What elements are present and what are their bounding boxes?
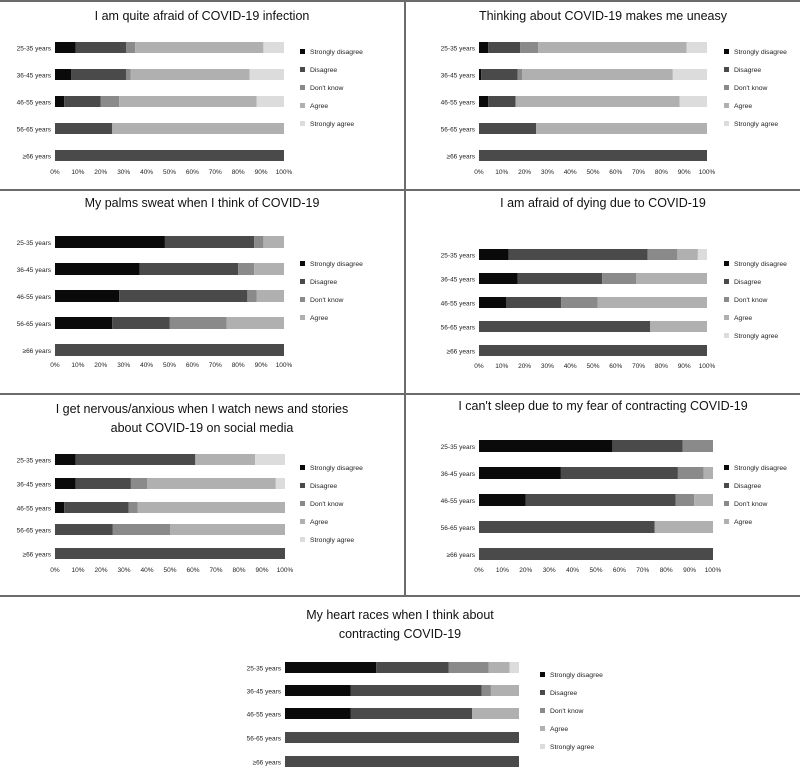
x-tick-label: 20% [518,363,532,370]
bar-disagree-66-years [55,150,284,161]
bar-disagree-36-45-years [351,685,482,696]
legend-swatch-don-t-know [540,708,545,713]
bar-strongly-disagree-46-55-years [479,494,526,506]
bar-agree-56-65-years [227,317,284,329]
bar-agree-46-55-years [694,494,713,506]
bar-strongly-disagree-36-45-years [479,467,561,479]
chart-title: I get nervous/anxious when I watch news and stories [55,402,349,416]
chart-5 [0,395,404,595]
x-tick-label: 90% [677,169,691,176]
bar-disagree-46-55-years [64,502,128,513]
legend-swatch-strongly-disagree [724,261,729,266]
bar-disagree-56-65-years [479,123,536,134]
x-tick-label: 0% [50,362,60,369]
bar-don-t-know-56-65-years [113,524,171,535]
legend-label: Agree [310,315,329,322]
bar-strongly-agree-36-45-years [276,478,285,489]
x-tick-label: 100% [276,567,294,574]
x-tick-label: 10% [71,169,85,176]
bar-disagree-25-35-years [76,42,126,53]
bar-agree-25-35-years [489,662,510,673]
x-tick-label: 60% [185,169,199,176]
bar-strongly-disagree-46-55-years [285,708,351,719]
category-label: 56-65 years [16,321,51,328]
category-label: 25-35 years [440,444,475,451]
category-label: 36-45 years [16,72,51,80]
bar-strongly-agree-36-45-years [250,69,284,80]
legend-label: Disagree [734,67,762,74]
bar-disagree-25-35-years [509,249,648,260]
x-tick-label: 10% [71,567,85,574]
legend-label: Don't know [310,85,344,92]
bar-strongly-disagree-36-45-years [55,478,76,489]
bar-agree-25-35-years [677,249,698,260]
category-label: 46-55 years [16,505,51,513]
legend-swatch-disagree [540,690,545,695]
bar-agree-46-55-years [515,96,679,107]
legend-swatch-agree [300,103,305,108]
x-tick-label: 40% [563,169,577,176]
x-tick-label: 60% [186,567,200,574]
bar-disagree-46-55-years [351,708,473,719]
bar-disagree-46-55-years [119,290,247,302]
legend-swatch-don-t-know [724,501,729,506]
bar-strongly-agree-46-55-years [257,96,284,107]
bar-agree-36-45-years [254,263,284,275]
chart-title: Thinking about COVID-19 makes me uneasy [478,9,728,23]
legend-label: Don't know [310,501,344,508]
legend-swatch-strongly-agree [540,744,545,749]
legend-swatch-disagree [724,67,729,72]
bar-strongly-agree-46-55-years [680,96,707,107]
legend-swatch-strongly-agree [300,121,305,126]
x-tick-label: 30% [117,567,131,574]
category-label: 36-45 years [246,688,281,696]
bar-don-t-know-46-55-years [247,290,256,302]
x-tick-label: 60% [609,363,623,370]
x-tick-label: 0% [474,169,484,176]
category-label: 56-65 years [16,126,51,134]
chart-title: My heart races when I think about [306,608,494,622]
legend-label: Don't know [734,501,768,508]
category-label: 46-55 years [440,300,475,308]
bar-strongly-disagree-25-35-years [479,249,509,260]
bar-agree-46-55-years [119,96,256,107]
legend-swatch-disagree [724,483,729,488]
legend-label: Strongly agree [550,744,595,751]
bar-disagree-56-65-years [55,123,112,134]
x-tick-label: 90% [677,363,691,370]
bar-strongly-disagree-46-55-years [55,502,64,513]
legend-swatch-don-t-know [300,501,305,506]
x-tick-label: 80% [232,567,246,574]
category-label: ≥66 years [22,551,51,559]
chart-1 [0,2,404,189]
bar-don-t-know-36-45-years [518,69,523,80]
legend-label: Disagree [734,279,762,286]
legend-label: Disagree [310,279,338,286]
bar-don-t-know-46-55-years [129,502,138,513]
bar-strongly-disagree-36-45-years [479,273,518,284]
category-label: ≥66 years [446,552,475,559]
bar-strongly-disagree-25-35-years [285,662,376,673]
x-tick-label: 70% [208,169,222,176]
x-tick-label: 90% [254,169,268,176]
bar-agree-25-35-years [195,454,255,465]
category-label: ≥66 years [22,348,51,355]
bar-strongly-agree-25-35-years [510,662,519,673]
category-label: 56-65 years [440,126,475,134]
legend-label: Don't know [734,297,768,304]
bar-disagree-36-45-years [76,478,131,489]
bar-strongly-agree-25-35-years [255,454,285,465]
x-tick-label: 50% [586,169,600,176]
bar-disagree-25-35-years [76,454,196,465]
bar-agree-25-35-years [135,42,263,53]
bar-strongly-disagree-46-55-years [55,290,119,302]
x-tick-label: 0% [474,567,484,574]
bar-strongly-agree-25-35-years [686,42,707,53]
bar-disagree-66-years [285,756,519,767]
bar-don-t-know-25-35-years [126,42,135,53]
category-label: ≥66 years [22,153,51,161]
legend-swatch-don-t-know [300,297,305,302]
bar-strongly-agree-25-35-years [263,42,284,53]
bar-agree-46-55-years [598,297,707,308]
legend-swatch-don-t-know [300,85,305,90]
x-tick-label: 90% [254,362,268,369]
x-tick-label: 10% [495,169,509,176]
bar-agree-25-35-years [538,42,686,53]
legend-swatch-agree [300,315,305,320]
bar-don-t-know-46-55-years [676,494,695,506]
legend-swatch-strongly-disagree [300,49,305,54]
bar-agree-36-45-years [522,69,672,80]
bar-don-t-know-25-35-years [648,249,678,260]
bar-agree-56-65-years [655,521,714,533]
bar-strongly-disagree-25-35-years [479,42,488,53]
bar-agree-36-45-years [704,467,713,479]
bar-strongly-disagree-46-55-years [479,96,488,107]
category-label: 46-55 years [246,711,281,719]
bar-agree-36-45-years [491,685,519,696]
category-label: 36-45 years [16,481,51,489]
legend-label: Don't know [310,297,344,304]
bar-disagree-36-45-years [481,69,517,80]
x-tick-label: 20% [94,362,108,369]
bar-disagree-56-65-years [112,317,169,329]
bar-disagree-66-years [479,548,713,560]
x-tick-label: 60% [185,362,199,369]
legend-label: Agree [310,103,329,110]
x-tick-label: 50% [162,362,177,369]
bar-disagree-66-years [479,345,707,356]
bar-disagree-25-35-years [612,440,682,452]
bar-strongly-disagree-36-45-years [55,69,71,80]
bar-don-t-know-56-65-years [170,317,227,329]
bar-strongly-disagree-56-65-years [55,317,112,329]
legend-label: Strongly disagree [310,465,363,472]
x-tick-label: 50% [586,363,600,370]
legend-label: Agree [550,726,569,733]
chart-title: contracting COVID-19 [338,627,462,641]
bar-disagree-46-55-years [488,96,515,107]
x-tick-label: 90% [255,567,269,574]
bar-disagree-66-years [55,548,285,559]
x-tick-label: 80% [654,169,668,176]
legend-swatch-strongly-agree [724,333,729,338]
legend-swatch-strongly-disagree [540,672,545,677]
legend-label: Strongly disagree [734,261,787,268]
legend-swatch-strongly-disagree [300,261,305,266]
bar-strongly-agree-36-45-years [673,69,707,80]
legend-swatch-disagree [724,279,729,284]
bar-disagree-66-years [55,344,284,356]
bar-don-t-know-25-35-years [520,42,538,53]
legend-label: Don't know [734,85,768,92]
legend-swatch-agree [724,519,729,524]
bar-disagree-56-65-years [479,521,655,533]
x-tick-label: 0% [50,567,60,574]
legend-label: Strongly disagree [310,261,363,268]
bar-don-t-know-25-35-years [254,236,263,248]
bar-don-t-know-36-45-years [238,263,254,275]
bar-disagree-56-65-years [55,524,113,535]
bar-agree-36-45-years [147,478,276,489]
bar-agree-56-65-years [650,321,707,332]
bar-agree-56-65-years [112,123,284,134]
legend-swatch-don-t-know [724,297,729,302]
bar-strongly-disagree-25-35-years [55,454,76,465]
x-tick-label: 80% [231,169,245,176]
chart-4 [406,191,800,393]
bar-disagree-25-35-years [488,42,520,53]
legend-swatch-don-t-know [724,85,729,90]
category-label: 25-35 years [246,665,281,673]
x-tick-label: 100% [704,567,722,574]
legend-label: Agree [734,315,753,322]
category-label: 36-45 years [440,72,475,80]
legend-label: Strongly agree [310,121,355,128]
bar-strongly-disagree-25-35-years [479,440,612,452]
x-tick-label: 80% [654,363,668,370]
bar-don-t-know-36-45-years [602,273,636,284]
legend-label: Strongly agree [734,121,779,128]
x-tick-label: 40% [140,169,154,176]
x-tick-label: 50% [589,567,603,574]
bar-disagree-36-45-years [140,263,238,275]
bar-disagree-66-years [479,150,707,161]
chart-7 [0,597,800,772]
x-tick-label: 60% [609,169,623,176]
category-label: 25-35 years [440,252,475,260]
category-label: 56-65 years [440,324,475,332]
category-label: 25-35 years [16,240,51,247]
bar-disagree-25-35-years [376,662,449,673]
bar-agree-46-55-years [138,502,285,513]
category-label: 25-35 years [16,457,51,465]
legend-label: Disagree [310,67,338,74]
x-tick-label: 50% [163,567,177,574]
chart-title: My palms sweat when I think of COVID-19 [84,196,320,210]
bar-don-t-know-36-45-years [131,478,147,489]
legend-swatch-strongly-disagree [724,465,729,470]
legend-label: Disagree [734,483,762,490]
x-tick-label: 10% [495,567,509,574]
bar-agree-46-55-years [472,708,519,719]
x-tick-label: 50% [162,169,177,176]
x-tick-label: 40% [140,362,154,369]
category-label: 36-45 years [440,471,475,478]
x-tick-label: 20% [94,169,108,176]
category-label: 56-65 years [246,735,281,743]
x-tick-label: 30% [117,362,131,369]
x-tick-label: 30% [540,169,554,176]
legend-label: Strongly disagree [550,672,603,679]
x-tick-label: 70% [209,567,223,574]
x-tick-label: 30% [117,169,131,176]
legend-label: Strongly agree [310,537,355,544]
bar-strongly-disagree-25-35-years [55,236,165,248]
category-label: 46-55 years [440,99,475,107]
bar-don-t-know-36-45-years [126,69,131,80]
chart-2 [406,2,800,189]
x-tick-label: 10% [495,363,509,370]
category-label: 46-55 years [16,294,51,301]
bar-strongly-agree-25-35-years [698,249,707,260]
legend-swatch-disagree [300,483,305,488]
bar-disagree-46-55-years [526,494,676,506]
legend-label: Strongly disagree [310,49,363,56]
category-label: 46-55 years [440,498,475,505]
legend-label: Agree [310,519,329,526]
legend-swatch-disagree [300,279,305,284]
bar-agree-56-65-years [536,123,707,134]
x-tick-label: 100% [698,169,716,176]
x-tick-label: 40% [563,363,577,370]
legend-label: Strongly disagree [734,465,787,472]
x-tick-label: 40% [140,567,154,574]
category-label: 25-35 years [440,45,475,53]
x-tick-label: 70% [636,567,650,574]
x-tick-label: 90% [683,567,697,574]
chart-title: about COVID-19 on social media [110,421,294,435]
x-tick-label: 80% [231,362,245,369]
bar-disagree-56-65-years [479,321,650,332]
chart-title: I can't sleep due to my fear of contracting COVID-19 [458,399,748,413]
bar-disagree-46-55-years [64,96,101,107]
bar-disagree-56-65-years [285,732,519,743]
bar-agree-36-45-years [131,69,250,80]
legend-label: Disagree [310,483,338,490]
legend-swatch-strongly-disagree [300,465,305,470]
legend-swatch-strongly-agree [724,121,729,126]
bar-strongly-disagree-36-45-years [55,263,140,275]
category-label: 36-45 years [16,267,51,274]
legend-label: Strongly agree [734,333,779,340]
legend-label: Agree [734,103,753,110]
x-tick-label: 30% [542,567,556,574]
category-label: 56-65 years [440,525,475,532]
bar-disagree-36-45-years [71,69,126,80]
category-label: ≥66 years [446,348,475,356]
category-label: 56-65 years [16,527,51,535]
bar-don-t-know-36-45-years [482,685,491,696]
category-label: ≥66 years [446,153,475,161]
legend-label: Agree [734,519,753,526]
x-tick-label: 70% [632,169,646,176]
legend-swatch-agree [724,103,729,108]
bar-disagree-36-45-years [561,467,678,479]
bar-don-t-know-46-55-years [561,297,597,308]
x-tick-label: 70% [208,362,222,369]
x-tick-label: 80% [659,567,673,574]
bar-disagree-36-45-years [518,273,602,284]
x-tick-label: 40% [566,567,580,574]
x-tick-label: 20% [519,567,533,574]
legend-swatch-disagree [300,67,305,72]
category-label: 25-35 years [16,45,51,53]
x-tick-label: 30% [540,363,554,370]
legend-swatch-agree [540,726,545,731]
chart-title: I am afraid of dying due to COVID-19 [500,196,706,210]
x-tick-label: 70% [632,363,646,370]
bar-disagree-25-35-years [165,236,254,248]
bar-disagree-46-55-years [506,297,561,308]
bar-agree-25-35-years [263,236,284,248]
category-label: 36-45 years [440,276,475,284]
x-tick-label: 100% [275,169,293,176]
legend-label: Strongly disagree [734,49,787,56]
legend-swatch-strongly-agree [300,537,305,542]
x-tick-label: 20% [94,567,108,574]
bar-don-t-know-46-55-years [101,96,119,107]
legend-label: Don't know [550,708,584,715]
bar-don-t-know-25-35-years [683,440,713,452]
bar-agree-56-65-years [170,524,285,535]
category-label: ≥66 years [252,759,281,767]
bar-agree-36-45-years [636,273,707,284]
bar-strongly-disagree-46-55-years [55,96,64,107]
bar-strongly-disagree-25-35-years [55,42,76,53]
category-label: 46-55 years [16,99,51,107]
legend-label: Disagree [550,690,578,697]
bar-don-t-know-36-45-years [678,467,704,479]
x-tick-label: 0% [50,169,60,176]
x-tick-label: 20% [518,169,532,176]
chart-title: I am quite afraid of COVID-19 infection [94,9,310,23]
legend-swatch-agree [724,315,729,320]
bar-don-t-know-25-35-years [449,662,489,673]
bar-strongly-disagree-46-55-years [479,297,506,308]
x-tick-label: 0% [474,363,484,370]
x-tick-label: 100% [275,362,293,369]
bar-strongly-disagree-36-45-years [285,685,351,696]
legend-swatch-agree [300,519,305,524]
chart-6 [406,395,800,595]
chart-3 [0,191,404,393]
x-tick-label: 100% [698,363,716,370]
x-tick-label: 60% [612,567,626,574]
x-tick-label: 10% [71,362,85,369]
bar-strongly-disagree-36-45-years [479,69,481,80]
legend-swatch-strongly-disagree [724,49,729,54]
bar-agree-46-55-years [257,290,284,302]
